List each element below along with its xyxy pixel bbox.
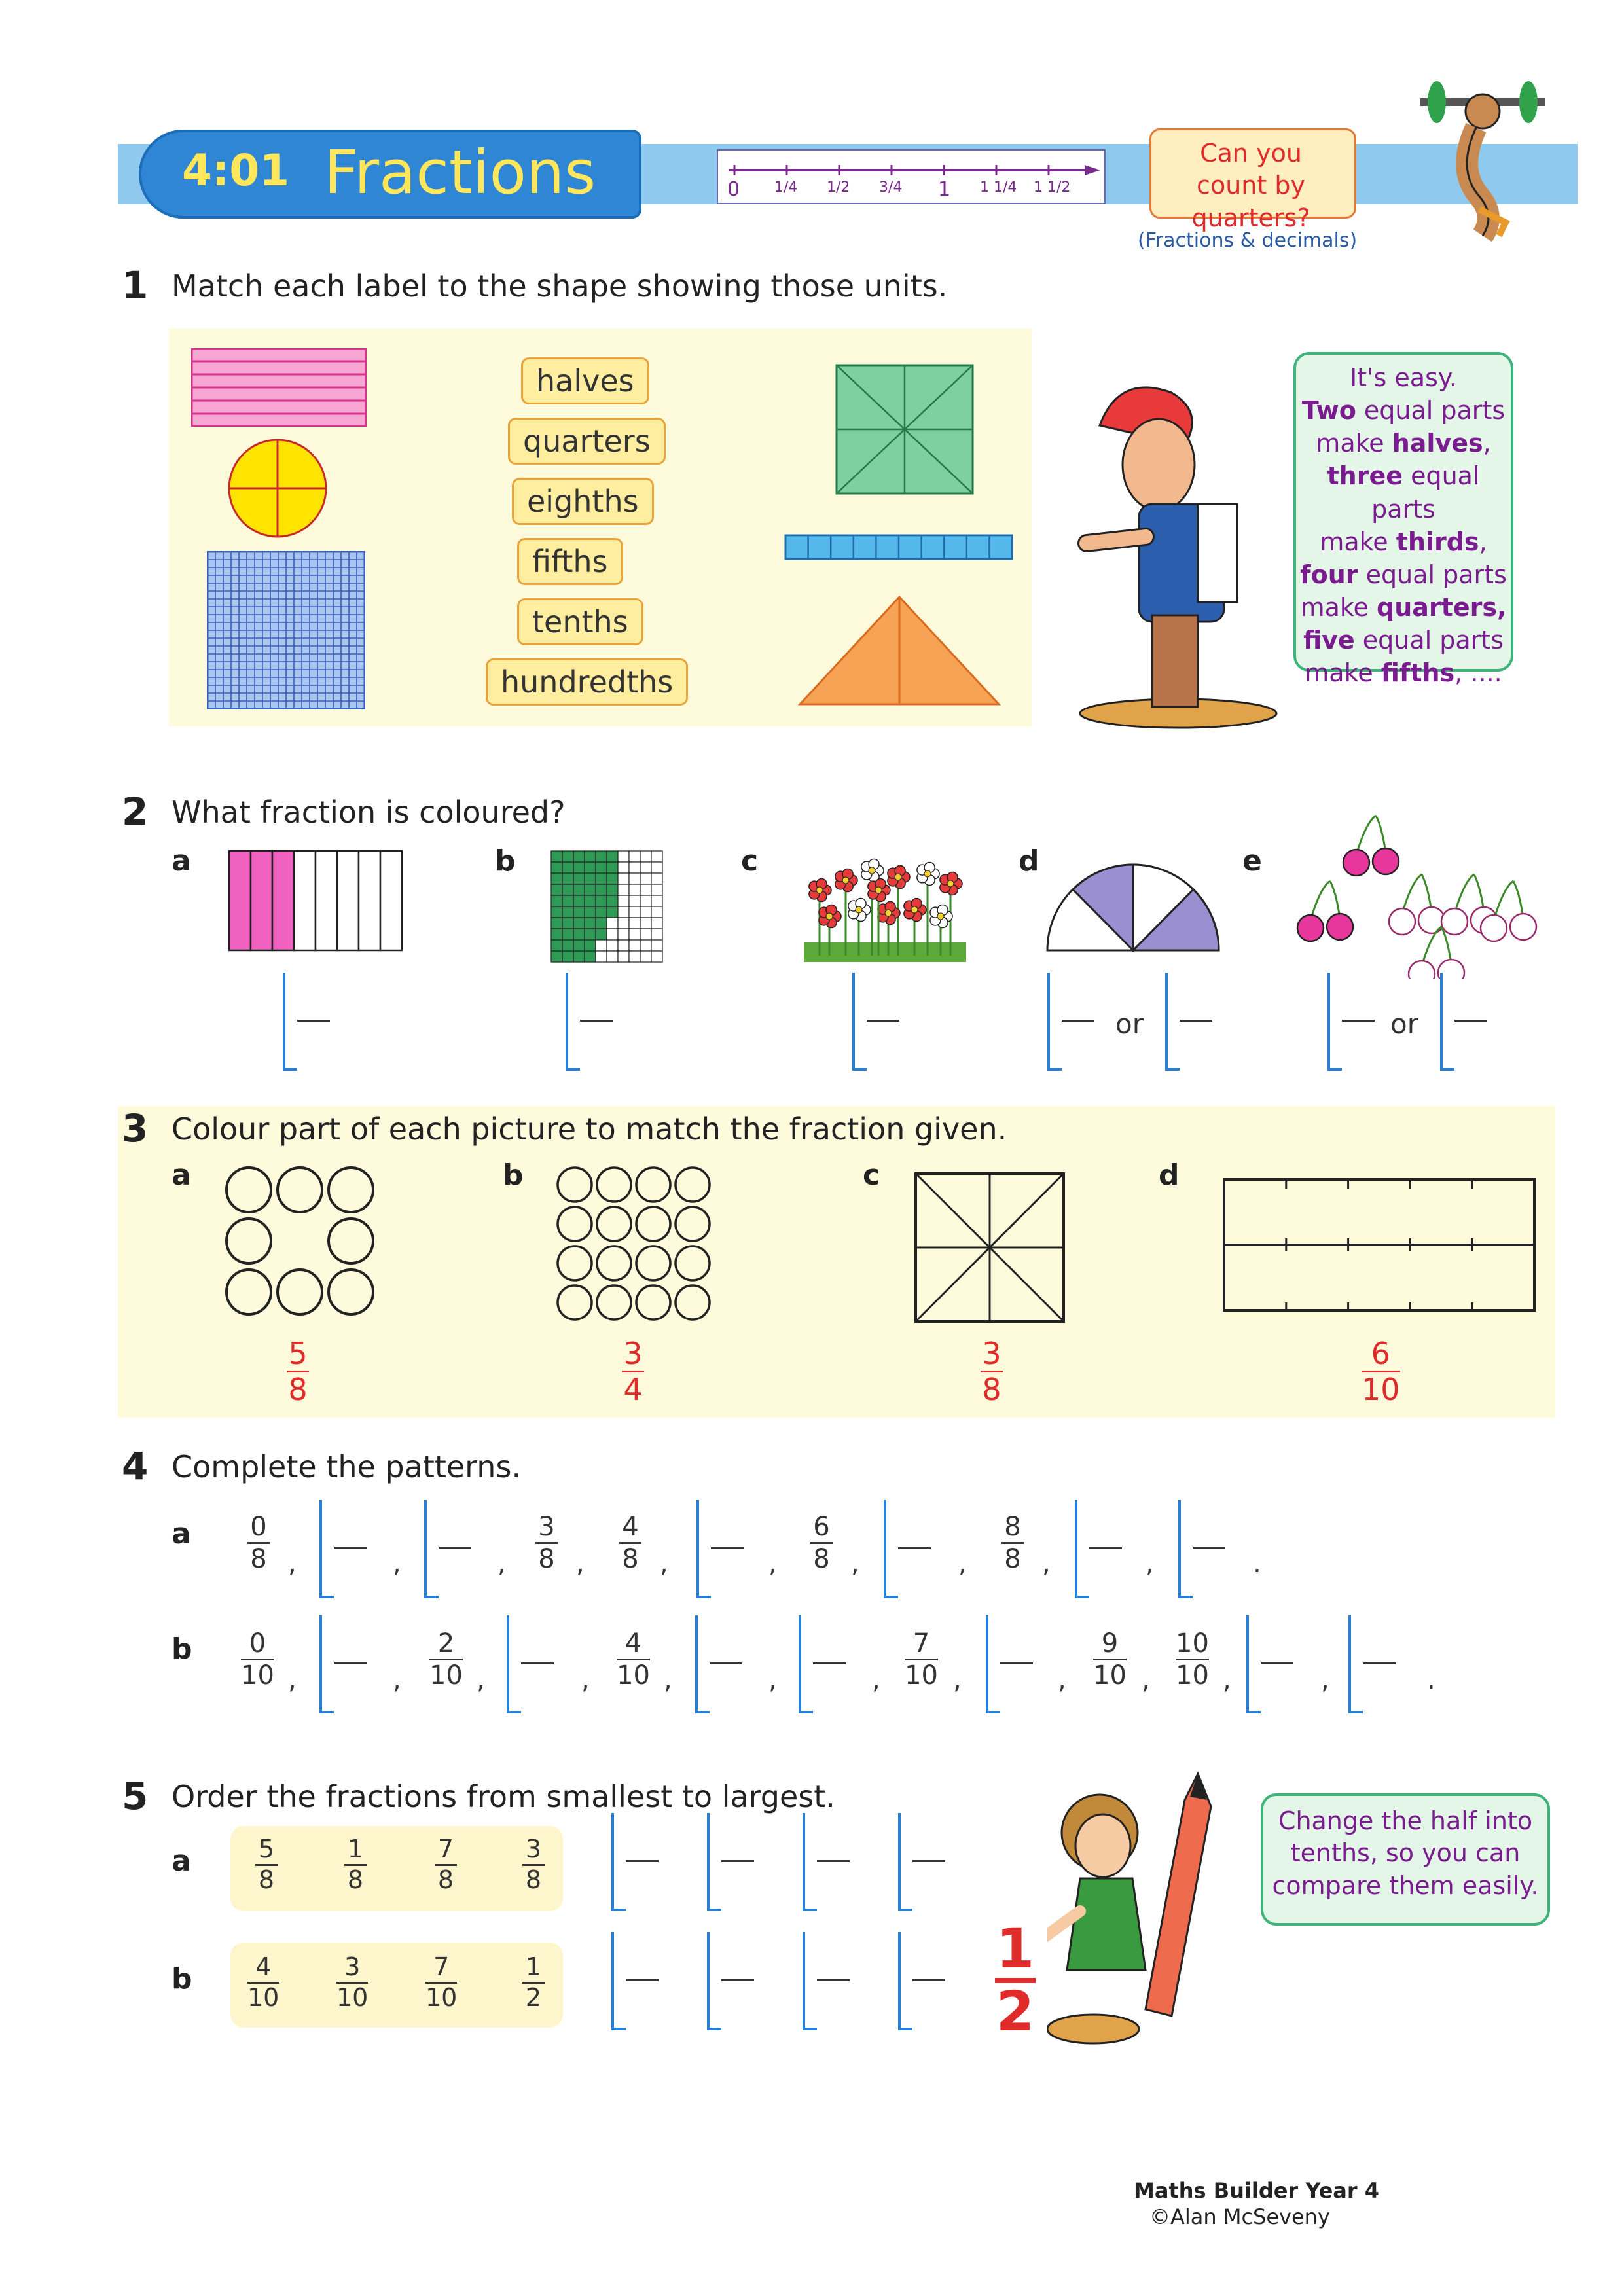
q4a-comma: ,: [958, 1549, 967, 1579]
q4b-blank-6[interactable]: [1246, 1615, 1300, 1713]
q4b-term-1: 0 10: [241, 1628, 274, 1691]
q4b-comma: ,: [1142, 1665, 1150, 1695]
label-eighths[interactable]: eighths: [512, 478, 654, 525]
q4a-blank-2[interactable]: [424, 1500, 478, 1598]
q4b-comma: ,: [581, 1665, 590, 1695]
q3-letter-a: a: [171, 1158, 191, 1192]
q4a-blank-5[interactable]: [1075, 1500, 1128, 1598]
number-line-label-quarter: 1/4: [774, 179, 798, 196]
q5b-answer-3[interactable]: [803, 1932, 856, 2030]
number-line-label-1: 1: [938, 178, 951, 201]
q4b-comma: ,: [664, 1665, 672, 1695]
q4a-comma: ,: [497, 1549, 506, 1579]
label-fifths[interactable]: fifths: [517, 538, 623, 585]
q5a-fraction-3: 7 8: [435, 1837, 457, 1893]
question-5-instruction: Order the fractions from smallest to largest.: [171, 1779, 835, 1814]
bubble-line-4: three equal parts: [1327, 461, 1480, 524]
q4b-comma: ,: [953, 1665, 962, 1695]
q1-shape-triangle-halves: [797, 594, 1001, 707]
q4b-comma: ,: [768, 1665, 777, 1695]
q4b-term-5: 4 10: [617, 1628, 650, 1691]
q5b-fraction-4: 1 2: [522, 1954, 545, 2011]
girl-speech-bubble: [1261, 1793, 1550, 1926]
q3c-fraction: 3 8: [981, 1338, 1003, 1406]
q5a-fraction-1: 5 8: [255, 1837, 278, 1893]
q2d-or: or: [1115, 1008, 1144, 1040]
question-1-number: 1: [122, 263, 149, 308]
q3c-square-eighths[interactable]: [914, 1172, 1066, 1323]
q3a-circles-8[interactable]: [223, 1164, 380, 1321]
q4b-comma: ,: [872, 1665, 880, 1695]
q2b-answer[interactable]: [566, 973, 640, 1071]
question-3-number: 3: [122, 1106, 149, 1151]
lesson-number: 4:01: [182, 145, 290, 196]
q4a-term-1: 0 8: [247, 1513, 270, 1573]
q4a-comma: ,: [851, 1549, 859, 1579]
q3a-fraction: 5 8: [287, 1338, 309, 1406]
q5a-answer-3[interactable]: [803, 1813, 856, 1911]
q2c-answer[interactable]: [852, 973, 906, 1071]
bubble-line-3: make halves,: [1316, 429, 1491, 458]
q2-letter-a: a: [171, 844, 191, 878]
bubble-line-8: five equal parts: [1303, 626, 1504, 655]
q1-shape-strip-tenths: [784, 534, 1013, 560]
q2-letter-c: c: [741, 844, 759, 878]
q1-shape-circle-quarters: [226, 437, 329, 539]
mascot-weightlifter: [1417, 72, 1548, 249]
q3-letter-c: c: [863, 1158, 880, 1192]
q4a-term-7: 6 8: [810, 1513, 833, 1573]
q3b-circles-16[interactable]: [554, 1164, 717, 1327]
footer-book: Maths Builder Year 4: [1134, 2178, 1380, 2203]
bubble-line-9: make fifths, ....: [1305, 658, 1502, 688]
q2-letter-e: e: [1242, 844, 1262, 878]
q5b-fraction-1: 4 10: [247, 1952, 280, 2012]
q4a-comma: ,: [576, 1549, 585, 1579]
q4b-blank-2[interactable]: [507, 1615, 560, 1713]
character-girl-with-pencil: [1047, 1761, 1263, 2049]
bubble-line-5: make thirds,: [1320, 527, 1487, 556]
q3-letter-d: d: [1159, 1158, 1180, 1192]
q2c-picture-flowers: [800, 844, 970, 966]
q5a-answer-2[interactable]: [707, 1813, 761, 1911]
q5a-letter: a: [171, 1844, 191, 1878]
question-1-instruction: Match each label to the shape showing those units.: [171, 268, 948, 304]
q4a-term-5: 4 8: [619, 1513, 641, 1573]
q4b-blank-7[interactable]: [1348, 1615, 1402, 1713]
q5b-fraction-panel: [230, 1943, 563, 2028]
q4a-term-4: 3 8: [535, 1513, 558, 1573]
q1-shape-striped-rectangle: [191, 348, 367, 427]
q5b-answer-2[interactable]: [707, 1932, 761, 2030]
q2a-picture-strips: [228, 850, 405, 953]
q4b-comma: ,: [393, 1665, 401, 1695]
girl-bubble-text: Change the half into tenths, so you can compare them easily.: [1272, 1806, 1539, 1900]
q5a-fraction-panel: [230, 1826, 563, 1911]
q1-shape-hundredths-grid: [207, 551, 365, 709]
q2d-answer-1[interactable]: [1047, 973, 1101, 1071]
q5b-answer-4[interactable]: [898, 1932, 952, 2030]
bubble-line-6: four equal parts: [1300, 560, 1507, 589]
q2e-answer-2[interactable]: [1440, 973, 1494, 1071]
q2d-picture-semicircle: [1045, 857, 1221, 953]
q4a-blank-4[interactable]: [884, 1500, 937, 1598]
bubble-line-7: make quarters,: [1300, 593, 1507, 622]
q2e-or: or: [1390, 1008, 1418, 1040]
q5a-fraction-4: 3 8: [522, 1837, 545, 1893]
q5a-answer-1[interactable]: [611, 1813, 665, 1911]
q2-letter-d: d: [1019, 844, 1039, 878]
q4b-comma: ,: [1058, 1665, 1066, 1695]
q4a-comma: ,: [660, 1549, 668, 1579]
q5a-fraction-2: 1 8: [344, 1837, 367, 1893]
q2a-answer[interactable]: [283, 973, 336, 1071]
label-halves[interactable]: halves: [521, 357, 649, 404]
q4a-blank-6[interactable]: [1178, 1500, 1232, 1598]
q5a-answer-4[interactable]: [898, 1813, 952, 1911]
q1-shape-square-eighths: [835, 364, 974, 495]
q4b-comma: ,: [1321, 1665, 1329, 1695]
q3-letter-b: b: [503, 1158, 524, 1192]
number-line-label-1-half: 1 1/2: [1034, 179, 1071, 196]
q4b-period: .: [1427, 1665, 1435, 1695]
question-3-instruction: Colour part of each picture to match the fraction given.: [171, 1111, 1007, 1147]
question-4-number: 4: [122, 1444, 149, 1488]
q4a-comma: ,: [393, 1549, 401, 1579]
q4b-blank-5[interactable]: [986, 1615, 1039, 1713]
bubble-line-2: Two equal parts: [1301, 396, 1506, 425]
bubble-line-1: It's easy.: [1349, 363, 1458, 392]
q4a-blank-3[interactable]: [696, 1500, 750, 1598]
q4a-comma: ,: [288, 1549, 297, 1579]
q5b-letter: b: [171, 1962, 192, 1996]
hint-text: Can you count by quarters?: [1191, 139, 1310, 232]
big-one-half: 1 2: [996, 1916, 1035, 2043]
q5b-answer-1[interactable]: [611, 1932, 665, 2030]
label-hundredths[interactable]: hundredths: [486, 658, 688, 706]
topic-label: (Fractions & decimals): [1138, 229, 1358, 252]
q2e-picture-cherries: [1291, 802, 1540, 979]
q4b-blank-4[interactable]: [799, 1615, 852, 1713]
q2e-answer-1[interactable]: [1327, 973, 1381, 1071]
question-4-instruction: Complete the patterns.: [171, 1449, 522, 1484]
q4a-blank-1[interactable]: [319, 1500, 373, 1598]
character-man-pointing: [1074, 367, 1283, 733]
number-line-label-1-quarter: 1 1/4: [980, 179, 1017, 196]
q2d-answer-2[interactable]: [1165, 973, 1219, 1071]
q4b-letter: b: [171, 1632, 192, 1666]
q4a-comma: ,: [768, 1549, 777, 1579]
label-tenths[interactable]: tenths: [517, 598, 643, 645]
q4a-letter: a: [171, 1517, 191, 1551]
q5b-fraction-3: 7 10: [425, 1952, 458, 2012]
number-line-label-three-quarters: 3/4: [879, 179, 903, 196]
page-title: Fractions: [324, 137, 596, 207]
q4b-term-8: 7 10: [905, 1628, 938, 1691]
number-line-box: [717, 149, 1106, 204]
q4a-period: .: [1253, 1549, 1261, 1579]
number-line-label-0: 0: [727, 178, 740, 201]
q4b-comma: ,: [1223, 1665, 1231, 1695]
q4a-comma: ,: [1042, 1549, 1051, 1579]
q4b-term-10: 9 10: [1093, 1628, 1127, 1691]
footer-author: ©Alan McSeveny: [1149, 2204, 1330, 2229]
q4b-blank-3[interactable]: [695, 1615, 749, 1713]
label-quarters[interactable]: quarters: [508, 418, 666, 465]
q3d-fraction: 6 10: [1362, 1336, 1400, 1408]
q4b-blank-1[interactable]: [319, 1615, 373, 1713]
q3d-rectangle-tenths[interactable]: [1223, 1178, 1537, 1313]
q4b-term-3: 2 10: [429, 1628, 463, 1691]
q2-letter-b: b: [495, 844, 516, 878]
question-5-number: 5: [122, 1774, 149, 1818]
q2b-picture-grid: [550, 850, 668, 963]
man-speech-bubble: [1293, 352, 1513, 688]
q3b-fraction: 3 4: [622, 1338, 644, 1406]
question-2-number: 2: [122, 789, 149, 834]
question-2-instruction: What fraction is coloured?: [171, 795, 566, 830]
q5b-fraction-2: 3 10: [336, 1952, 369, 2012]
q4a-comma: ,: [1146, 1549, 1154, 1579]
q4b-comma: ,: [477, 1665, 485, 1695]
q4b-term-11: 10 10: [1176, 1628, 1209, 1691]
number-line-label-half: 1/2: [827, 179, 850, 196]
q4a-term-9: 8 8: [1001, 1513, 1024, 1573]
q4b-comma: ,: [288, 1665, 297, 1695]
